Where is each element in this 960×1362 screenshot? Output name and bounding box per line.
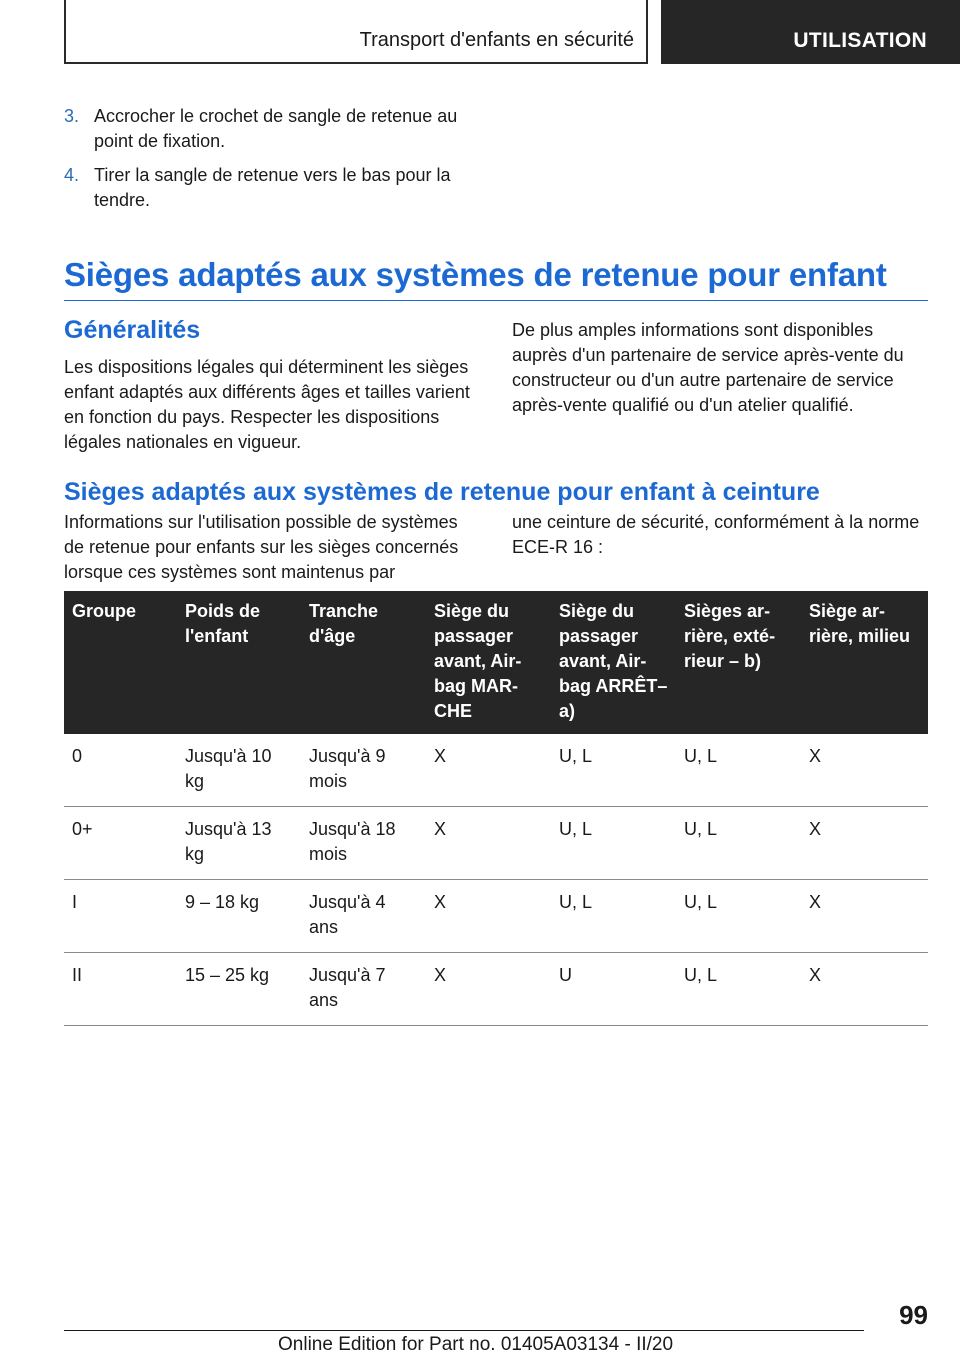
- table-cell: Jusqu'à 7 ans: [301, 953, 426, 1026]
- step-number: 4.: [64, 165, 80, 185]
- column-header: Siège du passager avant, Airbag MARCHE: [426, 591, 551, 734]
- table-cell: U, L: [676, 734, 801, 807]
- table-cell: U, L: [551, 880, 676, 953]
- table-header-row: [64, 591, 928, 734]
- table-cell: 9 – 18 kg: [177, 880, 301, 953]
- column-header: Sièges arrière, extérieur – b): [676, 591, 801, 734]
- footer-divider: [64, 1330, 864, 1331]
- table-row: [64, 953, 928, 1026]
- page-number: 99: [899, 1300, 928, 1330]
- footer-edition: Online Edition for Part no. 01405A03134 - II/20: [278, 1334, 674, 1355]
- table-row: [64, 807, 928, 880]
- table-cell: U, L: [551, 807, 676, 880]
- column-header: Tranche d'âge: [301, 591, 426, 734]
- table-cell: 0+: [64, 807, 177, 880]
- general-heading: Généralités: [64, 316, 201, 344]
- step-text: Tirer la sangle de retenue vers le bas pour la tendre.: [94, 165, 451, 210]
- table-cell: X: [801, 734, 928, 807]
- page-title: Sièges adaptés aux systèmes de retenue pour enfant: [64, 256, 887, 293]
- table-cell: X: [426, 953, 551, 1026]
- table-cell: X: [426, 807, 551, 880]
- step-number: 3.: [64, 106, 80, 126]
- table-row: [64, 734, 928, 807]
- header-section-title: Transport d'enfants en sécurité: [359, 29, 634, 51]
- column-header: Siège du passager avant, Airbag ARRÊT– a): [551, 591, 676, 734]
- table-cell: X: [801, 953, 928, 1026]
- belt-heading: Sièges adaptés aux systèmes de retenue pour enfant à ceinture: [64, 478, 820, 506]
- table-cell: U: [551, 953, 676, 1026]
- column-header: Groupe: [64, 591, 177, 734]
- header-chapter-title: UTILISATION: [793, 29, 927, 52]
- table-cell: II: [64, 953, 177, 1026]
- column-header: Poids de l'enfant: [177, 591, 301, 734]
- instruction-steps: [64, 104, 484, 222]
- table-cell: 0: [64, 734, 177, 807]
- belt-paragraph-right: une ceinture de sécurité, conformément à la norme ECE-R 16 :: [512, 512, 920, 557]
- table-cell: U, L: [676, 953, 801, 1026]
- step-item: [64, 163, 484, 213]
- table-cell: U, L: [676, 880, 801, 953]
- table-cell: X: [426, 734, 551, 807]
- table-cell: I: [64, 880, 177, 953]
- title-divider: [64, 300, 928, 301]
- belt-paragraph-left: Informations sur l'utilisation possible de systèmes de retenue pour enfants sur les sièges concernés lorsque ces systèmes sont maintenus par: [64, 512, 459, 582]
- table-cell: Jusqu'à 13 kg: [177, 807, 301, 880]
- table-cell: Jusqu'à 18 mois: [301, 807, 426, 880]
- column-header: Siège arrière, milieu: [801, 591, 928, 734]
- child-seat-table: [64, 591, 928, 1026]
- general-paragraph-right: De plus amples informations sont disponibles auprès d'un partenaire de service après-vente du constructeur ou d'un autre partenaire de service après-vente qualifié ou d'un atelier qualifié.: [512, 320, 904, 415]
- header-section-box: [64, 0, 648, 64]
- table-cell: U, L: [551, 734, 676, 807]
- table-cell: X: [426, 880, 551, 953]
- table-cell: Jusqu'à 4 ans: [301, 880, 426, 953]
- header-chapter-tab[interactable]: [661, 0, 960, 64]
- table-cell: 15 – 25 kg: [177, 953, 301, 1026]
- general-paragraph: Les dispositions légales qui déterminent les sièges enfant adaptés aux différents âges et tailles varient en fonction du pays. Respecter les dispositions légales nationales en vigueur.: [64, 357, 470, 452]
- table-cell: X: [801, 807, 928, 880]
- table-cell: Jusqu'à 9 mois: [301, 734, 426, 807]
- table-cell: U, L: [676, 807, 801, 880]
- step-text: Accrocher le crochet de sangle de retenue au point de fixation.: [94, 106, 458, 151]
- table-row: [64, 880, 928, 953]
- table-cell: Jusqu'à 10 kg: [177, 734, 301, 807]
- table-cell: X: [801, 880, 928, 953]
- step-item: [64, 104, 484, 154]
